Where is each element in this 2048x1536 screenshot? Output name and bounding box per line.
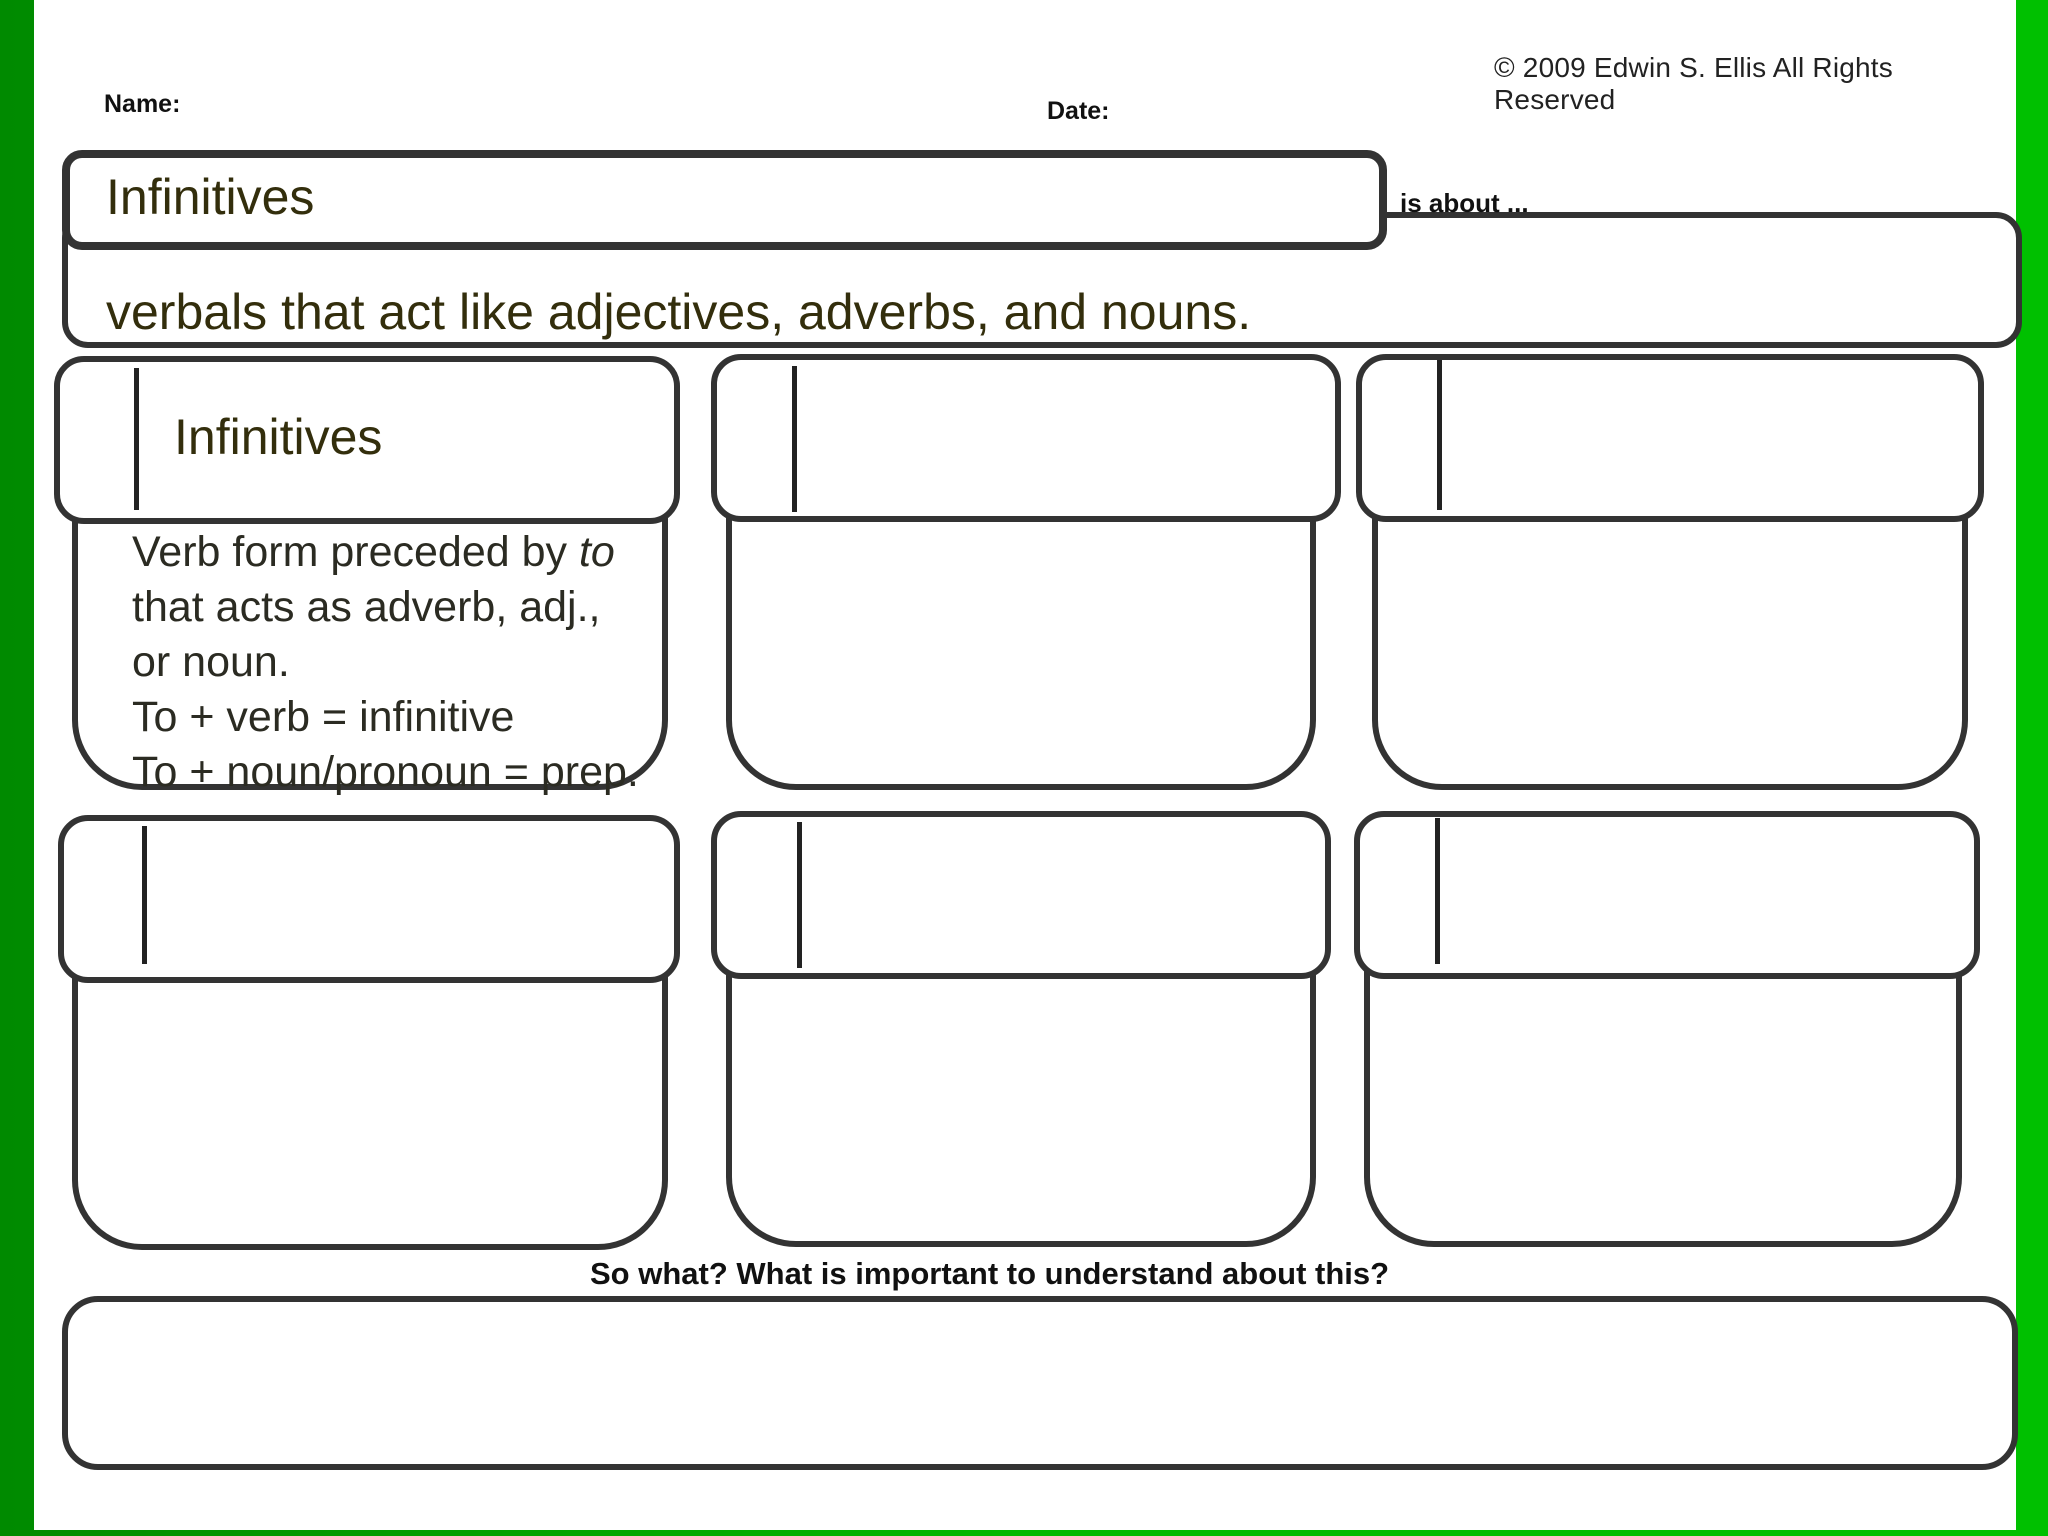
card-3-divider [1437,360,1442,510]
is-about-label: is about ... [1400,188,1529,218]
card-5-header[interactable] [711,811,1331,979]
card-6-body[interactable] [1364,965,1962,1247]
copyright-notice: © 2009 Edwin S. Ellis All Rights Reserved [1494,52,1893,115]
topic-title: Infinitives [106,169,315,225]
card-5-body[interactable] [726,965,1316,1247]
card-3-body[interactable] [1372,505,1968,790]
card-5-divider [797,822,802,968]
card-6-divider [1435,818,1440,964]
date-label: Date: [1047,97,1110,125]
card-2-header[interactable] [711,354,1341,522]
card-3-header[interactable] [1356,354,1984,522]
card-1-divider [134,368,139,510]
card-2-divider [792,366,797,512]
card-4-header[interactable] [58,815,680,983]
card-4-divider [142,826,147,964]
card-4-body[interactable] [72,965,668,1250]
card-2-body[interactable] [726,505,1316,790]
so-what-box[interactable] [62,1296,2018,1470]
so-what-prompt: So what? What is important to understand about this? [590,1256,1390,1291]
card-1-definition: Verb form preceded by to that acts as adverb, adj., or noun. To + verb = infinitive To + noun/pronoun = prep. [132,528,639,796]
worksheet [34,0,2016,1530]
topic-summary: verbals that act like adjectives, adverbs, and nouns. [106,284,1252,340]
card-6-header[interactable] [1354,811,1980,979]
card-1-heading: Infinitives [174,409,383,465]
name-label: Name: [104,90,181,118]
